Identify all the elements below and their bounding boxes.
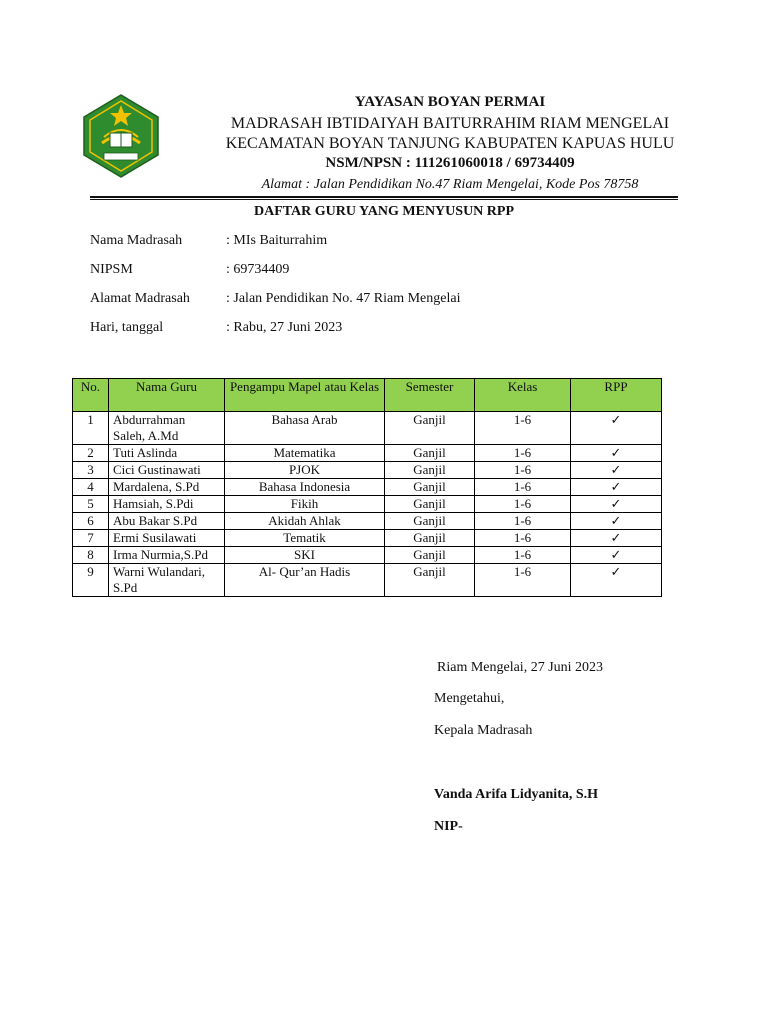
cell-name: Abdurrahman Saleh, A.Md: [109, 412, 225, 445]
table-row: [73, 479, 662, 496]
table-row: [73, 412, 662, 445]
cell-subject: Matematika: [225, 445, 385, 462]
place-date: Riam Mengelai, 27 Juni 2023: [437, 660, 604, 675]
cell-rpp-check: ✓: [571, 530, 662, 547]
cell-rpp-check: ✓: [571, 496, 662, 513]
info-value: : Rabu, 27 Juni 2023: [226, 320, 343, 335]
cell-rpp-check: ✓: [571, 412, 662, 445]
acknowledged-label: Mengetahui,: [434, 691, 505, 706]
table-row: [73, 547, 662, 564]
cell-rpp-check: ✓: [571, 513, 662, 530]
cell-class: 1-6: [475, 479, 571, 496]
info-value: : 69734409: [226, 262, 290, 277]
cell-class: 1-6: [475, 513, 571, 530]
table-row: [73, 496, 662, 513]
cell-semester: Ganjil: [385, 513, 475, 530]
header-divider: [90, 196, 678, 198]
info-value: : MIs Baiturrahim: [226, 233, 328, 248]
info-label: Alamat Madrasah: [90, 291, 190, 306]
cell-class: 1-6: [475, 496, 571, 513]
table-row: [73, 513, 662, 530]
school-name: MADRASAH IBTIDAIYAH BAITURRAHIM RIAM MENGELAI: [230, 115, 670, 132]
cell-class: 1-6: [475, 445, 571, 462]
col-header-subject: Pengampu Mapel atau Kelas: [225, 379, 385, 412]
cell-no: 4: [73, 479, 109, 496]
cell-subject: Akidah Ahlak: [225, 513, 385, 530]
cell-semester: Ganjil: [385, 445, 475, 462]
cell-semester: Ganjil: [385, 547, 475, 564]
cell-no: 2: [73, 445, 109, 462]
cell-no: 3: [73, 462, 109, 479]
cell-class: 1-6: [475, 547, 571, 564]
cell-name: Ermi Susilawati: [109, 530, 225, 547]
cell-subject: PJOK: [225, 462, 385, 479]
table-row: [73, 530, 662, 547]
cell-name: Cici Gustinawati: [109, 462, 225, 479]
cell-rpp-check: ✓: [571, 479, 662, 496]
school-address: Alamat : Jalan Pendidikan No.47 Riam Mengelai, Kode Pos 78758: [261, 177, 639, 192]
madrasah-logo: [80, 93, 162, 179]
table-row: [73, 445, 662, 462]
cell-name: Mardalena, S.Pd: [109, 479, 225, 496]
col-header-class: Kelas: [475, 379, 571, 412]
cell-name: Hamsiah, S.Pdi: [109, 496, 225, 513]
cell-name: Tuti Aslinda: [109, 445, 225, 462]
cell-rpp-check: ✓: [571, 445, 662, 462]
col-header-rpp: RPP: [571, 379, 662, 412]
cell-semester: Ganjil: [385, 496, 475, 513]
cell-no: 5: [73, 496, 109, 513]
nsm-npsn: NSM/NPSN : 111261060018 / 69734409: [325, 155, 575, 171]
cell-name: Irma Nurmia,S.Pd: [109, 547, 225, 564]
header-divider-thin: [90, 199, 678, 200]
cell-rpp-check: ✓: [571, 547, 662, 564]
table-row: [73, 462, 662, 479]
cell-subject: Bahasa Arab: [225, 412, 385, 445]
foundation-name: YAYASAN BOYAN PERMAI: [354, 94, 546, 110]
cell-name: Abu Bakar S.Pd: [109, 513, 225, 530]
cell-rpp-check: ✓: [571, 462, 662, 479]
cell-subject: Tematik: [225, 530, 385, 547]
signer-name: Vanda Arifa Lidyanita, S.H: [434, 787, 599, 802]
col-header-semester: Semester: [385, 379, 475, 412]
position-label: Kepala Madrasah: [434, 723, 533, 738]
col-header-no: No.: [73, 379, 109, 412]
cell-no: 9: [73, 564, 109, 597]
document-title: DAFTAR GURU YANG MENYUSUN RPP: [253, 204, 515, 219]
col-header-name: Nama Guru: [109, 379, 225, 412]
district-name: KECAMATAN BOYAN TANJUNG KABUPATEN KAPUAS HULU: [225, 135, 675, 152]
cell-subject: SKI: [225, 547, 385, 564]
cell-no: 6: [73, 513, 109, 530]
table-header-row: [73, 379, 662, 412]
cell-no: 1: [73, 412, 109, 445]
cell-semester: Ganjil: [385, 412, 475, 445]
cell-no: 7: [73, 530, 109, 547]
cell-rpp-check: ✓: [571, 564, 662, 597]
info-label: Hari, tanggal: [90, 320, 164, 335]
cell-subject: Bahasa Indonesia: [225, 479, 385, 496]
cell-semester: Ganjil: [385, 479, 475, 496]
table-row: [73, 564, 662, 597]
teacher-table: [72, 378, 662, 597]
cell-class: 1-6: [475, 564, 571, 597]
cell-name: Warni Wulandari, S.Pd: [109, 564, 225, 597]
info-label: NIPSM: [90, 262, 133, 277]
cell-class: 1-6: [475, 530, 571, 547]
cell-semester: Ganjil: [385, 564, 475, 597]
cell-semester: Ganjil: [385, 462, 475, 479]
cell-no: 8: [73, 547, 109, 564]
info-label: Nama Madrasah: [90, 233, 183, 248]
cell-semester: Ganjil: [385, 530, 475, 547]
cell-class: 1-6: [475, 412, 571, 445]
cell-subject: Fikih: [225, 496, 385, 513]
cell-class: 1-6: [475, 462, 571, 479]
signer-nip: NIP-: [434, 819, 463, 834]
cell-subject: Al- Qur’an Hadis: [225, 564, 385, 597]
info-value: : Jalan Pendidikan No. 47 Riam Mengelai: [226, 291, 461, 306]
